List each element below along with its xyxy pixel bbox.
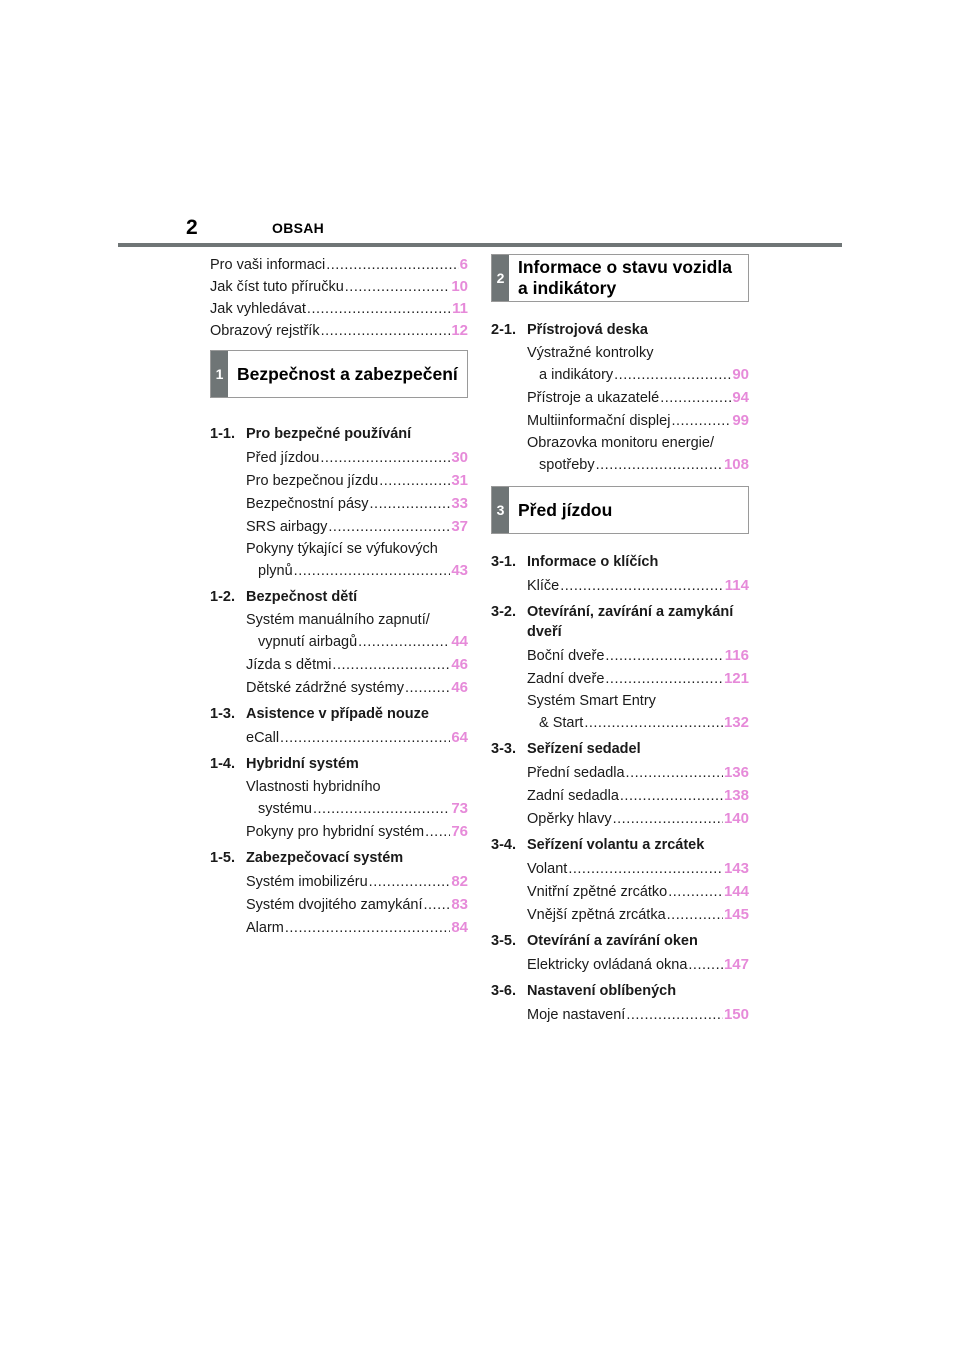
section-heading: 3-4. Seřízení volantu a zrcátek bbox=[491, 837, 705, 853]
section-heading: 3-5. Otevírání a zavírání oken bbox=[491, 933, 698, 949]
section-heading: 1-1. Pro bezpečné používání bbox=[210, 426, 412, 442]
toc-left-column bbox=[210, 254, 468, 940]
page-link[interactable]: 30 bbox=[451, 449, 468, 466]
page-link[interactable]: 147 bbox=[723, 956, 749, 973]
toc-entry[interactable] bbox=[210, 254, 468, 276]
page-link[interactable]: 138 bbox=[723, 787, 749, 804]
toc-entry[interactable]: plynů ..... 43 bbox=[210, 560, 468, 582]
header-divider bbox=[118, 243, 842, 247]
page-link[interactable]: 108 bbox=[723, 456, 749, 473]
chapter-2-box[interactable] bbox=[491, 254, 749, 302]
page-link[interactable]: 144 bbox=[723, 883, 749, 900]
toc-entry[interactable]: Pokyny pro hybridní systém ..... 76 bbox=[210, 821, 468, 843]
toc-entry[interactable]: Bezpečnostní pásy ..... 33 bbox=[210, 493, 468, 515]
entry-label: Jak vyhledávat bbox=[210, 301, 306, 317]
chapter-tab: 2 bbox=[492, 255, 509, 301]
page-link[interactable]: 46 bbox=[451, 679, 468, 696]
toc-entry[interactable]: Opěrky hlavy ..... 140 bbox=[491, 808, 749, 830]
toc-entry-line1: Pokyny týkající se výfukových bbox=[246, 541, 438, 557]
page-header-title: OBSAH bbox=[272, 220, 325, 236]
section-heading: 1-5. Zabezpečovací systém bbox=[210, 850, 404, 866]
chapter-3-box[interactable] bbox=[491, 486, 749, 534]
page-link[interactable]: 114 bbox=[724, 577, 749, 594]
toc-entry[interactable]: Alarm ..... 84 bbox=[210, 917, 468, 939]
page-link[interactable]: 11 bbox=[452, 300, 468, 317]
toc-entry[interactable]: Zadní sedadla ..... 138 bbox=[491, 785, 749, 807]
page-link[interactable]: 83 bbox=[451, 896, 468, 913]
toc-entry[interactable] bbox=[210, 298, 468, 320]
toc-entry[interactable]: Multiinformační displej ..... 99 bbox=[491, 410, 749, 432]
section-heading: 2-1. Přístrojová deska bbox=[491, 322, 648, 338]
page-link[interactable]: 37 bbox=[451, 518, 468, 535]
toc-entry[interactable]: a indikátory ..... 90 bbox=[491, 364, 749, 386]
section-heading: 3-6. Nastavení oblíbených bbox=[491, 983, 677, 999]
chapter-title: Bezpečnost a zabezpečení bbox=[237, 363, 458, 384]
section-heading: 1-4. Hybridní systém bbox=[210, 756, 359, 772]
toc-entry[interactable]: Před jízdou ..... 30 bbox=[210, 447, 468, 469]
toc-entry-line1: Vlastnosti hybridního bbox=[246, 779, 381, 795]
toc-entry[interactable]: Boční dveře ..... 116 bbox=[491, 645, 749, 667]
chapter-title: Před jízdou bbox=[518, 499, 613, 520]
toc-entry[interactable]: Pro bezpečnou jízdu ..... 31 bbox=[210, 470, 468, 492]
page-link[interactable]: 82 bbox=[451, 873, 468, 890]
toc-entry[interactable]: Systém imobilizéru ..... 82 bbox=[210, 871, 468, 893]
section-heading: 3-3. Seřízení sedadel bbox=[491, 741, 641, 757]
toc-entry[interactable]: Přístroje a ukazatelé ..... 94 bbox=[491, 387, 749, 409]
page-link[interactable]: 46 bbox=[451, 656, 468, 673]
toc-entry[interactable] bbox=[210, 276, 468, 298]
section-heading: 1-3. Asistence v případě nouze bbox=[210, 706, 429, 722]
toc-entry-line1: Systém Smart Entry bbox=[527, 693, 656, 709]
page-link[interactable]: 143 bbox=[723, 860, 749, 877]
chapter-tab: 3 bbox=[492, 487, 509, 533]
toc-entry[interactable]: Vnější zpětná zrcátka ..... 145 bbox=[491, 904, 749, 926]
toc-entry-line1: Výstražné kontrolky bbox=[527, 345, 654, 361]
page-link[interactable]: 94 bbox=[732, 389, 749, 406]
entry-label: Jak číst tuto příručku bbox=[210, 279, 344, 295]
page-link[interactable]: 145 bbox=[723, 906, 749, 923]
page-link[interactable]: 99 bbox=[732, 412, 749, 429]
dot-leader bbox=[321, 320, 451, 342]
page-link[interactable]: 136 bbox=[723, 764, 749, 781]
dot-leader bbox=[345, 276, 451, 298]
page-link[interactable]: 64 bbox=[451, 729, 468, 746]
page-link[interactable]: 31 bbox=[451, 472, 468, 489]
page-link[interactable]: 76 bbox=[451, 823, 468, 840]
page-link[interactable]: 116 bbox=[724, 647, 749, 664]
toc-entry[interactable]: Moje nastavení ..... 150 bbox=[491, 1004, 749, 1026]
page-link[interactable]: 73 bbox=[451, 800, 468, 817]
section-heading: 3-2. Otevírání, zavírání a zamykání dveří bbox=[491, 604, 734, 640]
dot-leader bbox=[307, 298, 451, 320]
toc-entry[interactable]: Zadní dveře ..... 121 bbox=[491, 668, 749, 690]
page-link[interactable]: 10 bbox=[451, 278, 468, 295]
page-link[interactable]: 90 bbox=[732, 366, 749, 383]
toc-entry[interactable]: Klíče ..... 114 bbox=[491, 575, 749, 597]
section-heading: 3-1. Informace o klíčích bbox=[491, 554, 659, 570]
page-link[interactable]: 84 bbox=[451, 919, 468, 936]
page-link[interactable]: 6 bbox=[459, 256, 468, 273]
page-link[interactable]: 33 bbox=[451, 495, 468, 512]
entry-label: Pro vaši informaci bbox=[210, 257, 326, 273]
page-link[interactable]: 150 bbox=[723, 1006, 749, 1023]
toc-entry[interactable]: Přední sedadla ..... 136 bbox=[491, 762, 749, 784]
chapter-1-box[interactable] bbox=[210, 350, 468, 398]
toc-entry[interactable]: Elektricky ovládaná okna ..... 147 bbox=[491, 954, 749, 976]
toc-entry[interactable]: eCall ..... 64 bbox=[210, 727, 468, 749]
toc-entry[interactable]: Jízda s dětmi ..... 46 bbox=[210, 654, 468, 676]
chapter-title: Informace o stavu vozidla a indikátory bbox=[518, 257, 732, 298]
toc-entry[interactable]: systému ..... 73 bbox=[210, 798, 468, 820]
page-number: 2 bbox=[186, 216, 198, 239]
toc-entry[interactable] bbox=[210, 320, 468, 342]
toc-entry[interactable]: Systém dvojitého zamykání ..... 83 bbox=[210, 894, 468, 916]
entry-label: Obrazový rejstřík bbox=[210, 323, 320, 339]
toc-entry-line1: Obrazovka monitoru energie/ bbox=[527, 435, 714, 451]
toc-right-column bbox=[491, 254, 749, 1027]
dot-leader bbox=[326, 254, 458, 276]
toc-entry[interactable]: SRS airbagy ..... 37 bbox=[210, 516, 468, 538]
toc-entry[interactable]: Dětské zádržné systémy ..... 46 bbox=[210, 677, 468, 699]
page-link[interactable]: 12 bbox=[451, 322, 468, 339]
toc-entry[interactable]: spotřeby ..... 108 bbox=[491, 454, 749, 476]
toc-entry[interactable]: & Start ..... 132 bbox=[491, 712, 749, 734]
toc-entry[interactable]: Volant ..... 143 bbox=[491, 858, 749, 880]
page-link[interactable]: 43 bbox=[451, 562, 468, 579]
section-heading: 1-2. Bezpečnost dětí bbox=[210, 589, 358, 605]
toc-entry[interactable]: vypnutí airbagů ..... 44 bbox=[210, 631, 468, 653]
intro-entries bbox=[210, 254, 468, 342]
page-link[interactable]: 121 bbox=[723, 670, 749, 687]
chapter-tab: 1 bbox=[211, 351, 228, 397]
toc-entry-line1: Systém manuálního zapnutí/ bbox=[246, 612, 430, 628]
page-link[interactable]: 44 bbox=[451, 633, 468, 650]
page-link[interactable]: 140 bbox=[723, 810, 749, 827]
toc-entry[interactable]: Vnitřní zpětné zrcátko ..... 144 bbox=[491, 881, 749, 903]
page-link[interactable]: 132 bbox=[723, 714, 749, 731]
